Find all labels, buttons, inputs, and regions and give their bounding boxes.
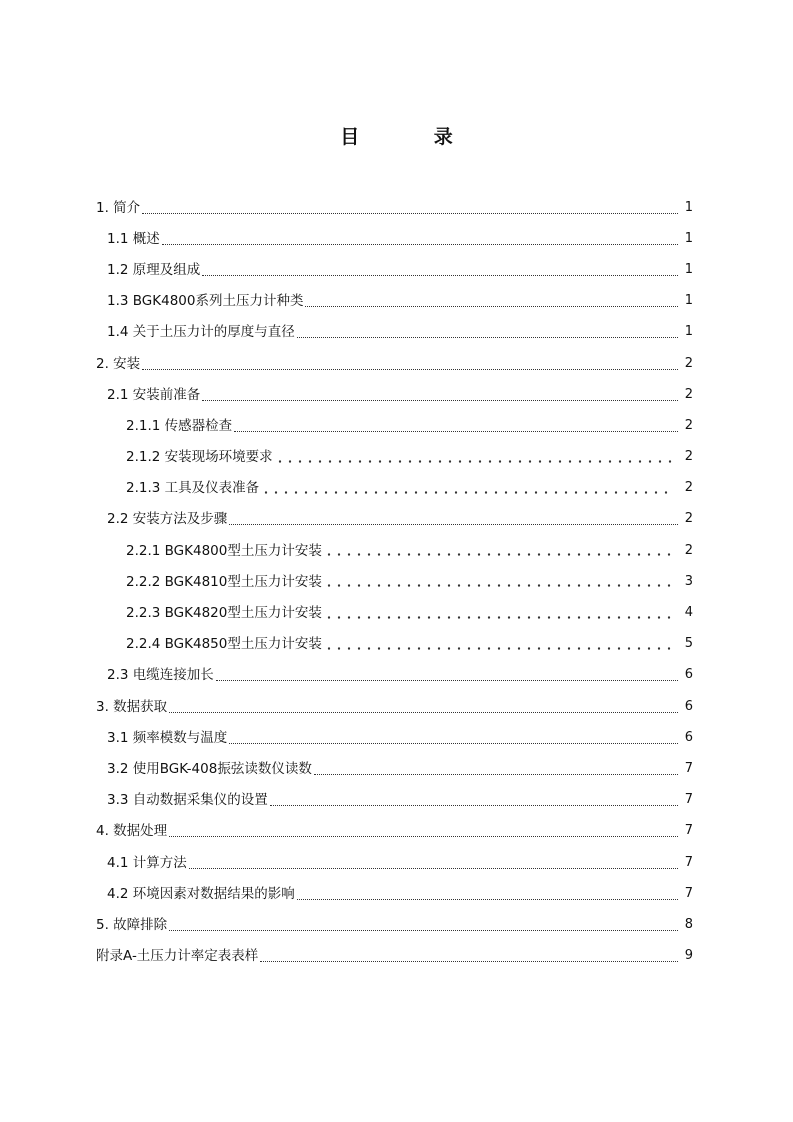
toc-entry-page: 1 — [684, 199, 693, 215]
toc-entry-label: 1.1 概述 — [107, 230, 160, 247]
toc-leader-dots — [324, 647, 673, 650]
toc-entry[interactable] — [126, 410, 793, 441]
toc-leader-dots — [324, 584, 673, 587]
toc-entry-label: 1.4 关于土压力计的厚度与直径 — [107, 324, 295, 341]
toc-entry-label: 3.1 频率模数与温度 — [107, 729, 228, 746]
toc-entry-label: 2.1.3 工具及仪表准备 — [126, 480, 260, 497]
toc-entry-label: 2.2.2 BGK4810型土压力计安装 — [126, 573, 322, 590]
toc-entry[interactable] — [107, 660, 793, 691]
toc-entry-label: 2.1.1 传感器检查 — [126, 417, 233, 434]
toc-leader-dots — [142, 212, 678, 214]
toc-leader-dots — [324, 616, 673, 619]
toc-entry-page: 9 — [684, 948, 693, 964]
toc-entry-label: 2.2 安装方法及步骤 — [107, 511, 228, 528]
toc-entry[interactable] — [96, 909, 793, 940]
toc-entry-page: 6 — [684, 729, 693, 745]
toc-entry-page: 2 — [684, 417, 693, 433]
toc-entry-page: 3 — [684, 573, 693, 589]
toc-entry-page: 6 — [684, 667, 693, 683]
toc-leader-dots — [169, 711, 678, 713]
toc-entry-label: 1.2 原理及组成 — [107, 261, 201, 278]
toc-entry[interactable] — [96, 941, 793, 972]
toc-entry[interactable] — [126, 629, 793, 660]
toc-entry[interactable] — [126, 473, 793, 504]
toc-leader-dots — [202, 274, 678, 276]
toc-entry[interactable] — [96, 816, 793, 847]
toc-entry-label: 2.2.1 BGK4800型土压力计安装 — [126, 542, 322, 559]
toc-leader-dots — [216, 679, 678, 681]
toc-entry-page: 5 — [684, 636, 693, 652]
toc-entry-page: 1 — [684, 261, 693, 277]
toc-leader-dots — [229, 523, 678, 525]
toc-entry-page: 2 — [684, 449, 693, 465]
toc-leader-dots — [297, 336, 678, 338]
toc-entry-page: 2 — [684, 480, 693, 496]
toc-leader-dots — [229, 742, 678, 744]
toc-entry-label: 1.3 BGK4800系列土压力计种类 — [107, 293, 304, 310]
toc-entry-page: 1 — [684, 230, 693, 246]
toc-leader-dots — [142, 368, 678, 370]
toc-entry-page: 7 — [684, 792, 693, 808]
table-of-contents — [0, 192, 793, 972]
toc-entry-label: 4. 数据处理 — [96, 823, 168, 840]
toc-entry[interactable] — [107, 317, 793, 348]
toc-entry-label: 2.2.4 BGK4850型土压力计安装 — [126, 636, 322, 653]
toc-entry-label: 3.3 自动数据采集仪的设置 — [107, 792, 268, 809]
toc-entry-label: 2.2.3 BGK4820型土压力计安装 — [126, 605, 322, 622]
toc-entry[interactable] — [96, 192, 793, 223]
toc-entry-label: 5. 故障排除 — [96, 916, 168, 933]
toc-entry-page: 7 — [684, 885, 693, 901]
toc-entry[interactable] — [107, 847, 793, 878]
toc-entry-label: 2.1.2 安装现场环境要求 — [126, 449, 273, 466]
toc-entry-page: 7 — [684, 823, 693, 839]
toc-leader-dots — [275, 460, 673, 463]
toc-entry-page: 1 — [684, 324, 693, 340]
toc-leader-dots — [260, 960, 678, 962]
toc-entry[interactable] — [107, 504, 793, 535]
toc-entry[interactable] — [107, 286, 793, 317]
toc-entry-page: 7 — [684, 760, 693, 776]
toc-leader-dots — [202, 399, 678, 401]
toc-entry[interactable] — [107, 785, 793, 816]
toc-leader-dots — [314, 773, 678, 775]
toc-leader-dots — [324, 553, 673, 556]
toc-entry-label: 2.3 电缆连接加长 — [107, 667, 214, 684]
toc-leader-dots — [305, 305, 678, 307]
toc-entry[interactable] — [126, 597, 793, 628]
toc-entry-page: 2 — [684, 386, 693, 402]
toc-entry[interactable] — [126, 566, 793, 597]
toc-entry-page: 2 — [684, 355, 693, 371]
toc-entry[interactable] — [126, 442, 793, 473]
toc-leader-dots — [169, 929, 678, 931]
toc-entry[interactable] — [107, 379, 793, 410]
page-title: 目 录 — [340, 126, 487, 148]
toc-entry-page: 2 — [684, 511, 693, 527]
toc-entry[interactable] — [107, 254, 793, 285]
toc-leader-dots — [261, 491, 673, 494]
toc-entry-label: 1. 简介 — [96, 199, 141, 216]
toc-entry[interactable] — [96, 348, 793, 379]
toc-entry-page: 1 — [684, 293, 693, 309]
toc-entry-page: 2 — [684, 542, 693, 558]
toc-entry[interactable] — [107, 753, 793, 784]
toc-leader-dots — [234, 430, 678, 432]
toc-entry-page: 8 — [684, 916, 693, 932]
toc-leader-dots — [270, 804, 678, 806]
toc-entry[interactable] — [107, 878, 793, 909]
toc-entry-label: 3. 数据获取 — [96, 698, 168, 715]
toc-entry-label: 附录A-土压力计率定表表样 — [96, 948, 259, 965]
toc-entry-label: 4.1 计算方法 — [107, 854, 187, 871]
toc-entry[interactable] — [107, 223, 793, 254]
toc-entry-label: 4.2 环境因素对数据结果的影响 — [107, 885, 295, 902]
toc-entry-page: 6 — [684, 698, 693, 714]
toc-entry-label: 2. 安装 — [96, 355, 141, 372]
toc-entry-page: 4 — [684, 605, 693, 621]
toc-entry[interactable] — [96, 691, 793, 722]
toc-leader-dots — [169, 835, 678, 837]
toc-entry-page: 7 — [684, 854, 693, 870]
toc-entry[interactable] — [126, 535, 793, 566]
toc-entry-label: 2.1 安装前准备 — [107, 386, 201, 403]
toc-entry[interactable] — [107, 722, 793, 753]
toc-leader-dots — [162, 243, 678, 245]
toc-leader-dots — [189, 867, 678, 869]
toc-entry-label: 3.2 使用BGK-408振弦读数仪读数 — [107, 760, 312, 777]
toc-leader-dots — [297, 898, 678, 900]
